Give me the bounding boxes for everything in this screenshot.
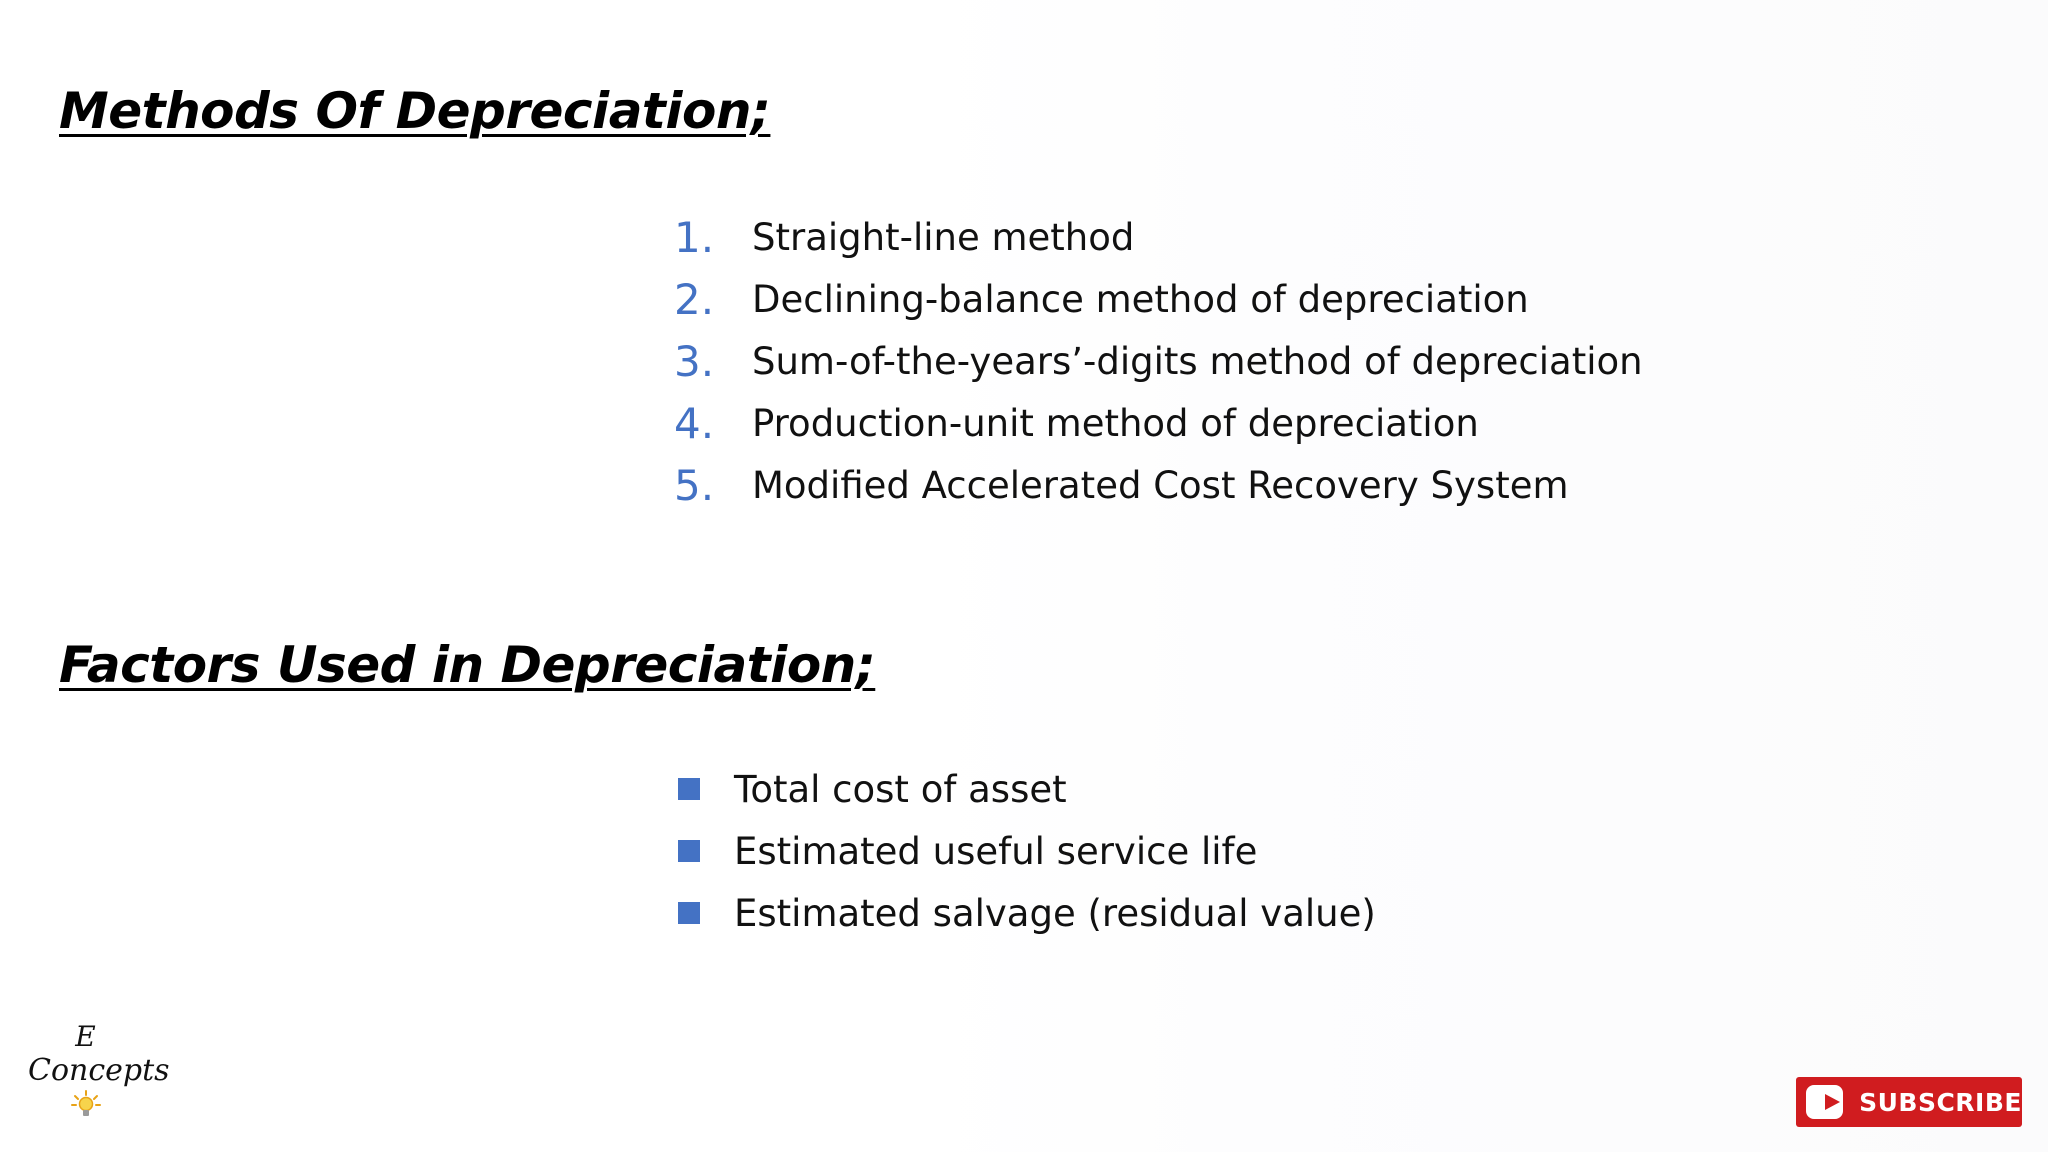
list-item-text: Sum-of-the-years’-digits method of depreciation: [752, 339, 1643, 383]
subscribe-button[interactable]: [1796, 1077, 2022, 1127]
list-item: [674, 454, 1643, 516]
lightbulb-icon: [71, 1090, 101, 1120]
channel-logo: [28, 1020, 170, 1120]
list-item-text: Production-unit method of depreciation: [752, 401, 1479, 445]
list-item: [676, 882, 1376, 944]
list-item: [674, 206, 1643, 268]
logo-word: Concepts: [28, 1053, 170, 1088]
factors-list: [676, 758, 1376, 944]
list-number: 2.: [674, 274, 715, 324]
list-number: 1.: [674, 212, 715, 262]
youtube-play-icon: [1806, 1085, 1843, 1119]
list-item: [674, 330, 1643, 392]
list-item-text: Estimated useful service life: [734, 829, 1258, 873]
list-item-text: Declining-balance method of depreciation: [752, 277, 1529, 321]
square-bullet-icon: [678, 840, 700, 862]
list-item-text: Estimated salvage (residual value): [734, 891, 1376, 935]
methods-list: [674, 206, 1643, 516]
list-number: 5.: [674, 460, 715, 510]
list-item-text: Modified Accelerated Cost Recovery System: [752, 463, 1569, 507]
subscribe-label: SUBSCRIBE: [1859, 1087, 2022, 1117]
list-item: [676, 820, 1376, 882]
list-item: [674, 392, 1643, 454]
factors-heading: Factors Used in Depreciation;: [59, 636, 876, 694]
list-item-text: Total cost of asset: [734, 767, 1067, 811]
list-item-text: Straight-line method: [752, 215, 1135, 259]
logo-letter: E: [75, 1020, 96, 1053]
list-number: 3.: [674, 336, 715, 386]
list-number: 4.: [674, 398, 715, 448]
square-bullet-icon: [678, 778, 700, 800]
square-bullet-icon: [678, 902, 700, 924]
methods-heading: Methods Of Depreciation;: [59, 82, 771, 140]
list-item: [676, 758, 1376, 820]
list-item: [674, 268, 1643, 330]
